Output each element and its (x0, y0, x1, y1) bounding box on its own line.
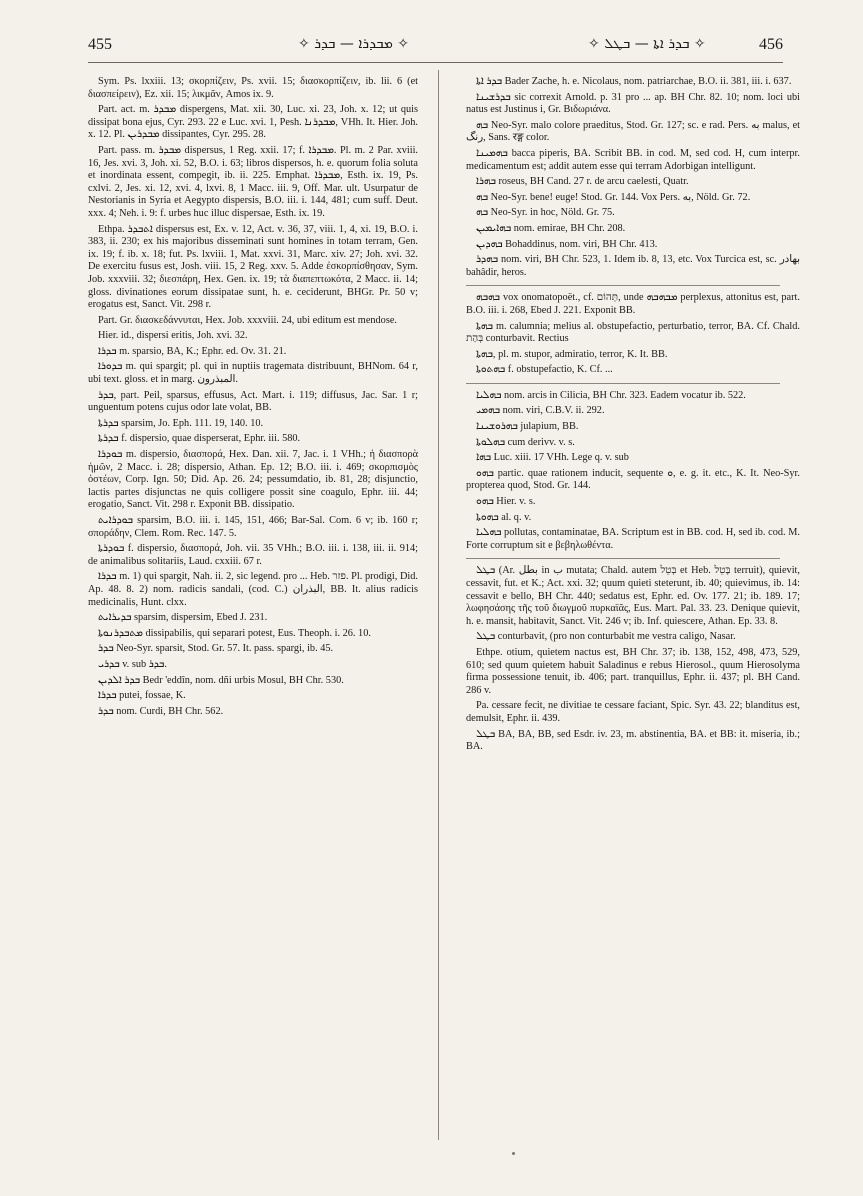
left-page-number: 455 (88, 36, 112, 53)
dictionary-entry: ܒܘܕܪܬܐ f. dispersio, διασπορά, Joh. vii. 35 VHh.; B.O. iii. i. 138, iii. ii. 914; de animalibus solitariis, Laud. cxxiii. 67 r. (88, 543, 418, 567)
dictionary-entry: ܒܕܪܝ v. sub ܒܕܪ. (98, 658, 167, 670)
entry-separator (466, 558, 780, 559)
dictionary-entry: ܒܕܪ ܐܠܕܝܢ Bedr 'eddîn, nom. dñi urbis Mosul, BH Chr. 530. (98, 674, 344, 686)
left-running-head: ✧ ܡܒܕܪܐ — ܒܕܪ ✧ (298, 36, 410, 52)
dictionary-entry: ܒܘܕܪܐܝܬ sparsim, B.O. iii. i. 145, 151, 466; Bar-Sal. Com. 6 v; ib. 160 r; σποράδην, Clem. Rom. Rec. 147. 5. (88, 515, 418, 539)
dictionary-entry: ܒܗܪܐ roseus, BH Cand. 27 r. de arcu caelesti, Quatr. (476, 176, 689, 188)
right-page-number: 456 (759, 36, 783, 53)
page-header (88, 36, 783, 60)
dictionary-entry: ܒܘܕܪܐ m. dispersio, διασπορά, Hex. Dan. xii. 7, Jac. i. 1 VHh.; ἡ διασπορὰ ἡμῶν, 2 Macc. i. 28; dispersio, Athan. Ep. 12; B.O. iii. i. 469; σκορπισμὸς ὀστέων, Corp. Ign. 50; Did. Ap. 26. 24; pessumdatio, ib. 81, 28; disjunctio, lactis partes disjunctas ne quis colligere possit sine coagulo, Ephr. iii. 44; erogatio, Sanct. Vit. 298 r. Exponit BB. dissipatio. (88, 449, 418, 511)
dictionary-entry: ܒܗܬܘܬܐ f. obstupefactio, K. Cf. ... (476, 364, 613, 376)
dictionary-entry: ܒܕܪܐ m. sparsio, BA, K.; Ephr. ed. Ov. 31. 21. (98, 345, 287, 357)
dictionary-entry: ܒܕܪ ܐܬܐ Bader Zache, h. e. Nicolaus, nom. patriarchae, B.O. ii. 381, iii. i. 637. (476, 76, 792, 87)
column-divider (438, 70, 439, 1140)
dictionary-entry: ܒܗܠܘܬܐ cum derivv. v. s. (476, 436, 575, 448)
dictionary-entry: ܒܕܪܫܝܢܐ sic correxit Arnold. p. 31 pro ... ap. BH Chr. 82. 10; nom. loci ubi natus est Justinus i, Gr. Βιδωριάνα. (466, 91, 800, 116)
dictionary-entry: ܒܗܐ Luc. xiii. 17 VHh. Lege q. v. sub (476, 452, 629, 464)
dictionary-entry: ܒܕܪ, part. Peil, sparsus, effusus, Act. Mart. i. 119; diffusus, Jac. Sar. 1 r; unguentum potens cujus odor late volat, BB. (88, 389, 418, 414)
dictionary-entry: ܒܗܕܪ nom. viri, BH Chr. 523, 1. Idem ib. 8, 13, etc. Vox Turcica est, sc. بهادر bahâdir, heros. (466, 254, 800, 278)
dictionary-entry: ܒܕܪ nom. Curdi, BH Chr. 562. (98, 705, 224, 717)
dictionary-entry: ܒܕܪܐ putei, fossae, K. (98, 690, 186, 702)
right-column (466, 76, 800, 1136)
dictionary-entry: ܒܗܡܝ nom. viri, C.B.V. ii. 292. (476, 405, 605, 417)
dictionary-entry: ܒܗܡܝܢܐ bacca piperis, BA. Scribit BB. in cod. M, sed cod. H, cum interpr. medicamentum est; addit autem esse qui terram Adorbigan intelligunt. (466, 147, 800, 172)
dictionary-entry: ܒܗܠܝܐ pollutas, contaminatae, BA. Scriptum est in BB. cod. H, sed ib. cod. M. Forte corruptum sit e βεβηλωθέντα. (466, 527, 800, 551)
left-column (88, 76, 418, 1136)
dictionary-entry: Ethpe. otium, quietem nactus est, BH Chr. 37; ib. 138, 152, 498, 473, 529, 610; sed quum quietem habuit Saladinus e rebus Hierosol., quum Hierosolyma firma possessione tenuit, ib. 406; part. tranquillus, Ephr. ii. 437; pl. BH Cand. 286 v. (466, 646, 800, 696)
right-running-head: ✧ ܒܕܪ ܐܬܐ — ܒܛܠ ✧ (588, 36, 706, 52)
dictionary-entry: ܒܕܘܪܐ m. qui spargit; pl. qui in nuptiis tragemata distribuunt, BHNom. 64 r, ubi text. gloss. et in marg. المبذرون. (88, 361, 418, 386)
dictionary-entry: Pa. cessare fecit, ne divitiae te cessare faciant, Spic. Syr. 43. 22; blanditus est, demulsit, Ephr. ii. 439. (466, 700, 800, 724)
dictionary-entry: Sym. Ps. lxxiii. 13; σκορπίζειν, Ps. xvii. 15; διασκορπίζειν, ib. lii. 6 (et διασπείρειν), Ez. xii. 15; λικμᾶν, Amos ix. 9. (88, 76, 418, 100)
dictionary-entry: ܒܗܘ Hier. v. s. (476, 496, 536, 508)
dictionary-entry: ܒܗܒܗ vox onomatopoët., cf. תְּהוֹם, unde ܡܒܗܒܗ perplexus, attonitus est, part. B.O. iii. i. 268, Ebed J. 221. Exponit BB. (466, 292, 800, 316)
dictionary-entry: Hier. id., dispersi eritis, Joh. xvi. 32. (98, 330, 248, 342)
entry-separator (466, 383, 780, 384)
dictionary-entry: ܒܗܪܘܫܝܢܐ julapium, BB. (476, 421, 579, 433)
dictionary-entry: ܒܗܘ partic. quae rationem inducit, sequente ܘ, e. g. it. etc., K. It. Neo-Syr. propterea quod, Stod. Gr. 144. (466, 467, 800, 492)
dictionary-entry: ܒܗܬܐ m. calumnia; melius al. obstupefactio, perturbatio, terror, BA. Cf. Chald. בְּהַת conturbavit. Rectius (466, 320, 800, 345)
dictionary-entry: ܒܗܘܬܐ al. q. v. (476, 511, 532, 523)
dictionary-entry: ܒܕܪܬܐ f. dispersio, quae disperserat, Ephr. iii. 580. (98, 433, 301, 445)
dictionary-entry: ܒܕܪܬܐ sparsim, Jo. Eph. 111. 19, 140. 10. (98, 417, 264, 429)
dictionary-entry: ܡܬܒܕܪܢܘܬܐ dissipabilis, qui separari potest, Eus. Theoph. i. 26. 10. (98, 627, 371, 639)
dictionary-entry: Ethpa. ܐܬܒܕܪ dispersus est, Ex. v. 12, Act. v. 36, 37, viii. 1, 4, xi. 19, B.O. i. 383, ii. 230; ex his majoribus disseminati sunt homines in totam terram, Gen. ix. 19; f. ib. x. 18; fut. Ps. lxviii. 1, Mat. xxvi. 31, Marc. xiv. 27; Joh. xvi. 32. De exercitu fusus est, Josh. viii. 15, 2 Reg. xxv. 5. Adde ἐσκορπίσθησαν, Sym. Job. xxxviii. 32; διεσπάρη, Hex. Gen. ix. 19; τὰ διαπεπτωκότα, 2 Macc. ii. 14; gloss. divinationes eorum dissipatae sunt, h. e. ceciderunt, BHGr. Pr. 50 v; erogatus est, Sanct. Vit. 298 r. (88, 223, 418, 311)
dictionary-entry: ܒܗ Neo-Syr. malo colore praeditus, Stod. Gr. 127; sc. e rad. Pers. به malus, et رنگ, Sans. रङ्ग color. (466, 119, 800, 144)
dictionary-entry: ܒܗ Neo-Syr. bene! euge! Stod. Gr. 144. Vox Pers. به, Nöld. Gr. 72. (476, 191, 751, 203)
dictionary-entry: Part. act. m. ܡܒܕܪ dispergens, Mat. xii. 30, Luc. xi. 23, Joh. x. 12; ut quis dissipat bona ejus, Cyr. 293. 22 e Luc. xvi. 1, Pesh. ܡܒܕܪܢܐ, VHh. It. Hier. Joh. x. 12. Pl. ܡܒܕܪܝܢ dissipantes, Cyr. 295. 28. (88, 104, 418, 141)
dictionary-entry: ܒܗܕܝܢ Bohaddinus, nom. viri, BH Chr. 413. (476, 238, 658, 250)
dictionary-entry: Part. Gr. διασκεδάννυται, Hex. Job. xxxviii. 24, ubi editum est mendose. (98, 314, 397, 326)
dictionary-entry: ܒܗ Neo-Syr. in hoc, Nöld. Gr. 75. (476, 207, 615, 219)
dictionary-entry: ܒܕܪ Neo-Syr. sparsit, Stod. Gr. 57. It. pass. spargi, ib. 45. (98, 643, 334, 655)
header-rule (88, 62, 783, 63)
entry-separator (466, 285, 780, 286)
dictionary-entry: ܒܕܪܐ m. 1) qui spargit, Nah. ii. 2, sic legend. pro ... Heb. פזר. Pl. prodigi, Did. Ap. 48. 8. 2) nom. radicis sandali, (cod. C.) البذران, BB. It. alius radicis medicinalis, Hunt. clxx. (88, 571, 418, 608)
dictionary-entry: ܒܛܠ BA, BA, BB, sed Esdr. iv. 23, m. abstinentia, BA. et BB: it. miseria, ib.; BA. (466, 728, 800, 753)
dictionary-entry: Part. pass. m. ܡܒܕܪ dispersus, 1 Reg. xxii. 17; f. ܡܒܕܪܐ. Pl. m. 2 Par. xviii. 16, Jes. xvi. 3, Joh. xi. 52, B.O. i. 63; libros dispersos, h. e. quorum folia soluta et inordinata essent, compegit, ib. ii. 225. Emphat. ܡܒܕܪܐ, Esth. ix. 19, Ps. cxlvi. 2, Jes. xi. 12, xvi. 4, lxvi. 8, 1 Macc. iii. 9, Off. Mar. ult. Usurpatur de Nestorianis in Syria et Aegypto dispersis, B.O. iii. i. 144, 481; cum suff. Deut. xxx. 4; Neh. i. 9: f. urbes huc illuc dispersae, Esth. ix. 19. (88, 144, 418, 219)
dictionary-entry: ܒܛܠ (Ar. بطل in ب mutata; Chald. autem בְּטֵל et Heb. בָּטֵל terruit), quievit, cessavit, fut. et K.; Act. xxi. 32; quum quieti steterunt, ib. 40; quievimus, ib. 14: cessavit e bello, BH Chr. 440; sedatus est, Ephr. ed. Ov. 177. 21; ib. 189. 17; λωφησάσης τῆς τοῦ διωγμοῦ πυρκαϊᾶς, Eus. Mart. Pal. 33. 23. Denique quievit, h. e. mansit, habitavit, Sanct. Vit. 246 v; ib. Inf. quiescere, Athan. Ep. 33. 8. (466, 565, 800, 627)
dictionary-entry: ܒܗܬܐ, pl. m. stupor, admiratio, terror, K. It. BB. (476, 348, 668, 360)
dictionary-entry: ܒܛܠ conturbavit, (pro non conturbabit me vestra caligo, Nasar. (476, 631, 736, 643)
dictionary-entry: ܒܗܠܝܐ nom. arcis in Cilicia, BH Chr. 323. Eadem vocatur ib. 522. (476, 389, 746, 401)
page-speck (512, 1152, 515, 1155)
dictionary-entry: ܒܗܐܝܡܝܢ nom. emirae, BH Chr. 208. (476, 222, 626, 234)
dictionary-entry: ܒܕܝܪܐܝܬ sparsim, dispersim, Ebed J. 231. (98, 612, 268, 624)
